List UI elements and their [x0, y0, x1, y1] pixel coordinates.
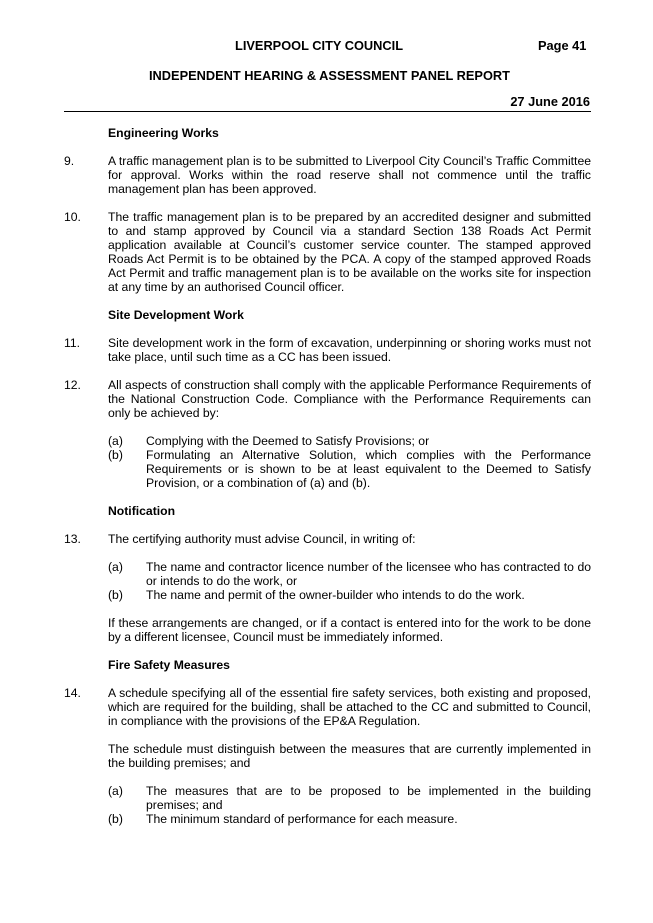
condition-text: A schedule specifying all of the essential fire safety services, both existing and proposed, which are required for the building, shall be attached to the CC and submitted to Council, in compliance with the provisions of the EP&A Regulation.: [108, 686, 591, 728]
condition-item: [64, 532, 591, 546]
section-heading: Fire Safety Measures: [108, 658, 230, 672]
paragraph: The schedule must distinguish between the measures that are currently implemented in the building premises; and: [108, 742, 591, 770]
sub-item-letter: (b): [108, 812, 123, 826]
sub-item-text: The name and contractor licence number of the licensee who has contracted to do or intends to do the work, or: [146, 560, 591, 588]
section-heading: Site Development Work: [108, 308, 244, 322]
section-heading: Notification: [108, 504, 176, 518]
sub-item: [108, 434, 591, 448]
condition-item: [64, 378, 591, 420]
sub-item-text: The minimum standard of performance for each measure.: [146, 812, 458, 826]
condition-text: A traffic management plan is to be submitted to Liverpool City Council’s Traffic Committee for approval. Works within the road reserve shall not commence until the traffic management plan has been approved.: [108, 154, 591, 196]
condition-item: [64, 686, 591, 728]
sub-item-letter: (a): [108, 434, 123, 448]
section-heading: Engineering Works: [108, 126, 219, 140]
sub-item-letter: (a): [108, 784, 123, 798]
sub-item-letter: (b): [108, 448, 123, 462]
condition-number: 10.: [64, 210, 81, 224]
sub-item: [108, 588, 591, 602]
condition-text: The traffic management plan is to be prepared by an accredited designer and submitted to and stamp approved by Council via a standard Section 138 Roads Act Permit application available at Council’s customer service counter. The stamped approved Roads Act Permit is to be obtained by the PCA. A copy of the stamped approved Roads Act Permit and traffic management plan is to be available on the works site for inspection at any time by an authorised Council officer.: [108, 210, 591, 294]
condition-number: 14.: [64, 686, 81, 700]
council-name: LIVERPOOL CITY COUNCIL: [235, 38, 404, 53]
header-divider: [64, 111, 591, 112]
sub-item: [108, 560, 591, 588]
condition-text: The certifying authority must advise Council, in writing of:: [108, 532, 416, 546]
condition-text: Site development work in the form of excavation, underpinning or shoring works must not take place, until such time as a CC has been issued.: [108, 336, 591, 364]
condition-number: 11.: [64, 336, 81, 350]
report-title: INDEPENDENT HEARING & ASSESSMENT PANEL REPORT: [149, 68, 510, 83]
page-number: Page 41: [538, 38, 587, 53]
sub-item: [108, 784, 591, 812]
condition-number: 9.: [64, 154, 75, 168]
sub-item-letter: (b): [108, 588, 123, 602]
sub-item-text: The measures that are to be proposed to be implemented in the building premises; and: [146, 784, 591, 812]
sub-item: [108, 448, 591, 490]
condition-text: All aspects of construction shall comply with the applicable Performance Requirements of the National Construction Code. Compliance with the Performance Requirements can only be achieved by:: [108, 378, 591, 420]
document-body: [64, 126, 591, 826]
sub-item-text: Complying with the Deemed to Satisfy Provisions; or: [146, 434, 430, 448]
report-date: 27 June 2016: [510, 94, 590, 109]
sub-item-text: Formulating an Alternative Solution, which complies with the Performance Requirements or is shown to be at least equivalent to the Deemed to Satisfy Provision, or a combination of (a) and (b).: [146, 448, 591, 490]
condition-number: 13.: [64, 532, 81, 546]
sub-item-letter: (a): [108, 560, 123, 574]
sub-item: [108, 812, 591, 826]
condition-item: [64, 154, 591, 196]
paragraph: If these arrangements are changed, or if a contact is entered into for the work to be done by a different licensee, Council must be immediately informed.: [108, 616, 591, 644]
condition-number: 12.: [64, 378, 81, 392]
sub-item-text: The name and permit of the owner-builder who intends to do the work.: [146, 588, 525, 602]
condition-item: [64, 210, 591, 294]
condition-item: [64, 336, 591, 364]
